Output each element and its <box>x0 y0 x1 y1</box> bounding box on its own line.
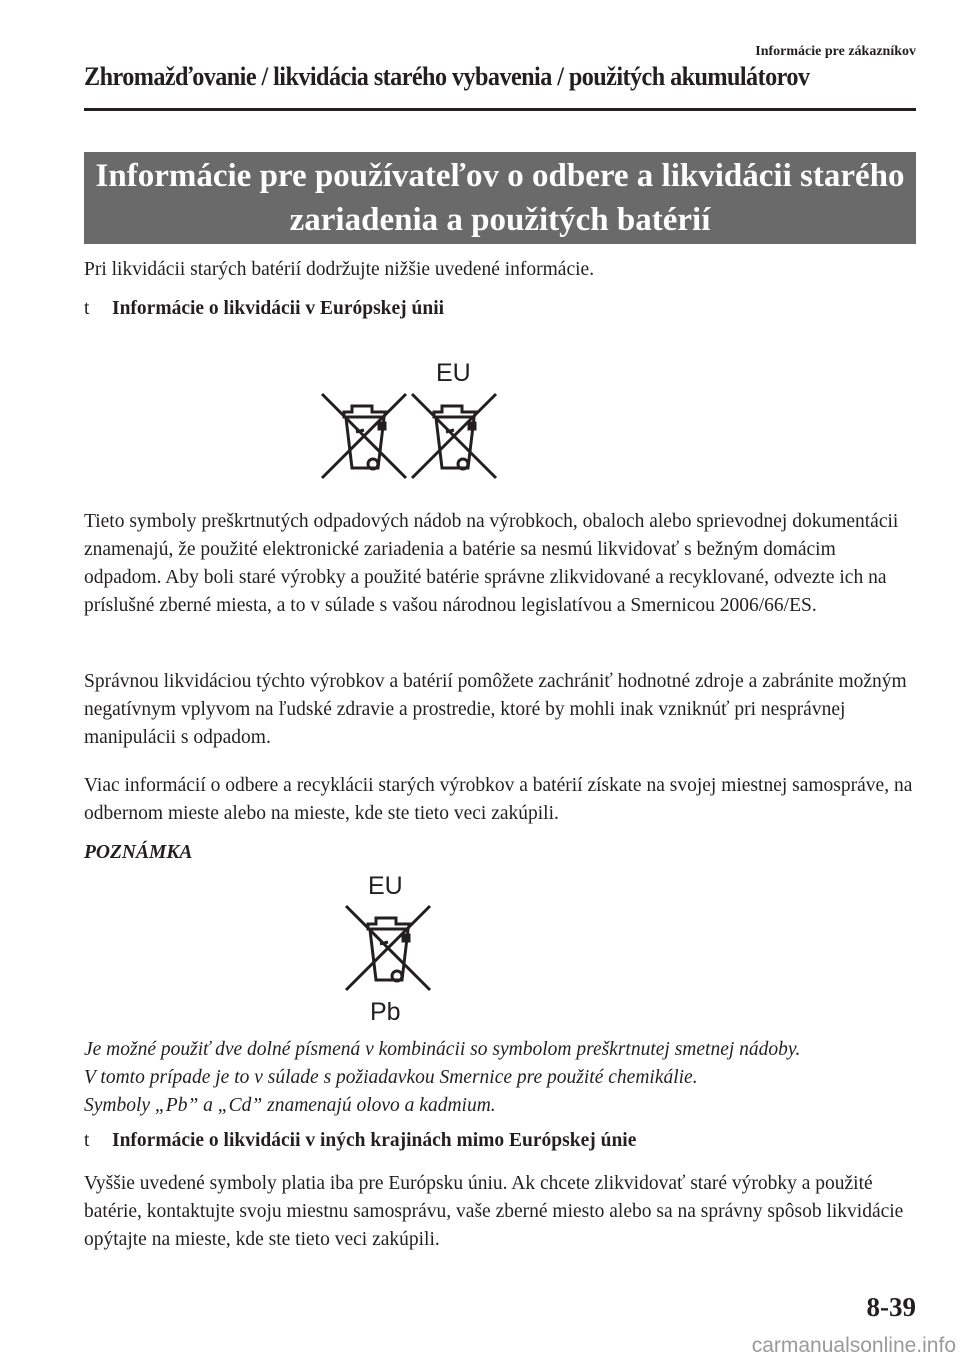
section-title-line1: Informácie pre používateľov o odbere a likvidácii starého <box>95 158 905 194</box>
crossed-bin-symbols-eu <box>312 358 502 488</box>
crossed-bin-icon <box>412 394 496 478</box>
crossed-bin-symbol-pb <box>340 870 440 1028</box>
non-eu-paragraph: Vyššie uvedené symboly platia iba pre Európsku úniu. Ak chcete zlikvidovať staré výrobky a použité batérie, kontaktujte svoju miestnu samosprávu, vaše zberné miesto alebo sa na správny spôsob likvidácie opýtajte na mieste, kde ste tieto veci zakúpili. <box>84 1173 904 1250</box>
note-line-2: V tomto prípade je to v súlade s požiadavkou Smernice pre použité chemikálie. <box>84 1067 698 1088</box>
page-number: 8-39 <box>866 1292 916 1322</box>
eu-paragraph-3: Viac informácií o odbere a recyklácii starých výrobkov a batérií získate na svojej miestnej samospráve, na odbernom mieste alebo na mieste, kde ste tieto veci zakúpili. <box>84 775 913 824</box>
watermark: carmanualsonline.info <box>751 1334 956 1357</box>
eu-paragraph-2: Správnou likvidáciou týchto výrobkov a batérií pomôžete zachrániť hodnotné zdroje a zabránite možným negatívnym vplyvom na ľudské zdravie a prostredie, ktoré by mohli inak vzniknúť pri nesprávnej manipulácii s odpadom. <box>84 671 907 748</box>
subsection-non-eu-title: Informácie o likvidácii v iných krajinách mimo Európskej únie <box>112 1130 637 1151</box>
eu-label: EU <box>436 359 471 387</box>
chapter-title: Zhromažďovanie / likvidácia starého vybavenia / použitých akumulátorov <box>84 62 810 91</box>
bullet-glyph: t <box>84 1130 90 1151</box>
header-rule <box>84 108 916 111</box>
note-line-1: Je možné použiť dve dolné písmená v kombinácii so symbolom preškrtnutej smetnej nádoby. <box>84 1039 801 1060</box>
note-text <box>84 1036 916 1120</box>
section-banner <box>84 152 916 244</box>
section-title-line2: zariadenia a použitých batérií <box>289 202 711 238</box>
eu-paragraph-1: Tieto symboly preškrtnutých odpadových nádob na výrobkoch, obaloch alebo sprievodnej dokumentácii znamenajú, že použité elektronické zariadenia a batérie sa nesmú likvidovať s bežným domácim odpadom. Aby boli staré výrobky a použité batérie správne zlikvidované a recyklované, odvezte ich na príslušné zberné miesta, a to v súlade s vašou národnou legislatívou a Smernicou 2006/66/ES. <box>84 511 899 616</box>
bullet-glyph: t <box>84 298 90 319</box>
crossed-bin-icon <box>346 906 430 990</box>
subsection-eu-heading <box>84 298 444 320</box>
eu-label: EU <box>368 872 403 900</box>
pb-label: Pb <box>370 998 401 1026</box>
crossed-bin-icon <box>322 394 406 478</box>
intro-paragraph: Pri likvidácii starých batérií dodržujte nižšie uvedené informácie. <box>84 259 595 280</box>
note-label: POZNÁMKA <box>84 842 193 863</box>
subsection-non-eu-heading <box>84 1130 636 1152</box>
note-line-3: Symboly „Pb” a „Cd” znamenajú olovo a kadmium. <box>84 1095 496 1116</box>
running-head: Informácie pre zákazníkov <box>755 44 916 59</box>
subsection-eu-title: Informácie o likvidácii v Európskej únii <box>112 298 445 319</box>
